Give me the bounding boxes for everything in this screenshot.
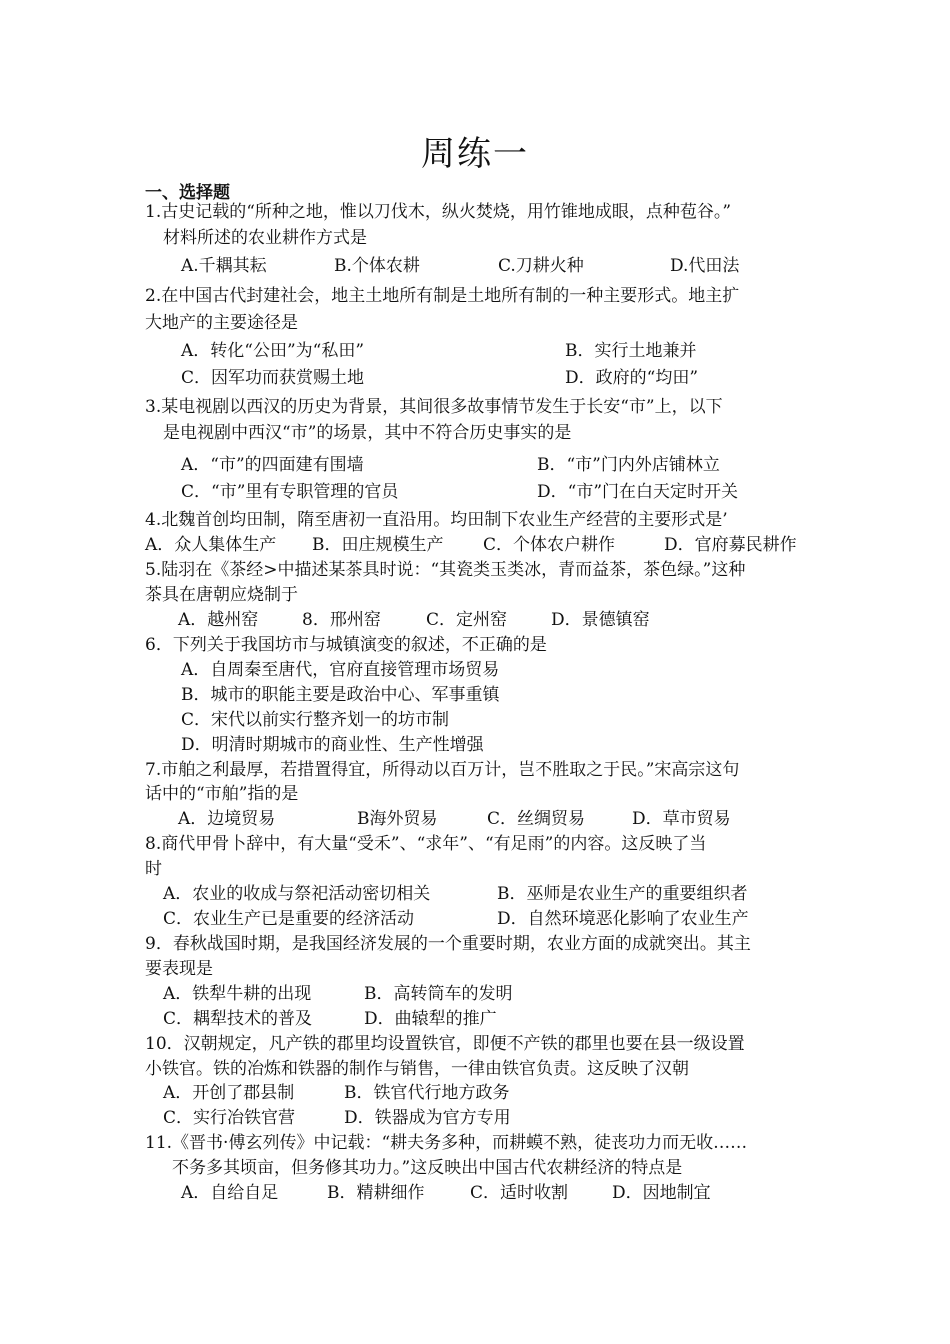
question-4-option-c: C．个体农户耕作: [483, 535, 616, 555]
question-9-option-b: B．高转筒车的发明: [364, 984, 513, 1004]
question-4-option-a: A．众人集体生产: [145, 535, 277, 555]
question-10-option-c: C．实行冶铁官营: [163, 1108, 296, 1128]
question-8-option-d: D．自然环境恶化影响了农业生产: [497, 909, 749, 929]
question-9-line-2: 要表现是: [145, 959, 213, 979]
question-2-line-2: 大地产的主要途径是: [145, 313, 298, 333]
question-11-line-2: 不务多其顷亩，但务修其功力。”这反映出中国古代农耕经济的特点是: [172, 1158, 683, 1178]
question-8-option-b: B．巫师是农业生产的重要组织者: [497, 884, 748, 904]
page-title: 周练一: [421, 134, 529, 174]
question-10-option-b: B．铁官代行地方政务: [344, 1083, 510, 1103]
question-3-option-a: A．“市”的四面建有围墙: [181, 455, 364, 475]
question-5-line-1: 5.陆羽在《茶经>中描述某茶具时说：“其瓷类玉类冰，青而益茶，茶色绿。”这种: [145, 560, 746, 580]
question-2-option-b: B．实行土地兼并: [565, 341, 697, 361]
question-6-option-c: C．宋代以前实行整齐划一的坊市制: [181, 710, 450, 730]
question-3-option-c: C．“市”里有专职管理的官员: [181, 482, 399, 502]
question-2-option-c: C．因军功而获赏赐土地: [181, 368, 365, 388]
question-1-option-d: D.代田法: [670, 256, 740, 276]
question-7-option-b: B海外贸易: [357, 809, 438, 829]
question-9-line-1: 9．春秋战国时期，是我国经济发展的一个重要时期，农业方面的成就突出。其主: [145, 934, 751, 954]
question-1-option-b: B.个体农耕: [334, 256, 420, 276]
question-3-line-1: 3.某电视剧以西汉的历史为背景，其间很多故事情节发生于长安“市”上，以下: [145, 397, 723, 417]
section-heading: 一、选择题: [145, 183, 230, 203]
question-7-option-d: D．草市贸易: [632, 809, 731, 829]
question-10-line-2: 小铁官。铁的冶炼和铁器的制作与销售，一律由铁官负责。这反映了汉朝: [145, 1059, 689, 1079]
question-4-option-d: D．官府募民耕作: [664, 535, 797, 555]
question-3-option-b: B．“市”门内外店铺林立: [537, 455, 720, 475]
question-1-line-1: 1.古史记载的“所种之地，惟以刀伐木，纵火焚烧，用竹锥地成眼，点种苞谷。”: [145, 202, 732, 222]
question-7-line-1: 7.市舶之利最厚，若措置得宜，所得动以百万计，岂不胜取之于民。”宋高宗这句: [145, 760, 740, 780]
question-3-option-d: D．“市”门在白天定时开关: [537, 482, 739, 502]
question-11-line-1: 11.《晋书·傅玄列传》中记载：“耕夫务多种，而耕蟆不熟，徒丧功力而无收……: [145, 1133, 748, 1153]
question-8-option-c: C．农业生产已是重要的经济活动: [163, 909, 415, 929]
question-6-option-d: D．明清时期城市的商业性、生产性增强: [181, 735, 484, 755]
question-1-option-a: A.千耦其耘: [181, 256, 267, 276]
question-7-option-a: A．边境贸易: [178, 809, 276, 829]
question-5-option-c: C．定州窑: [426, 610, 508, 630]
question-8-option-a: A．农业的收成与祭祀活动密切相关: [163, 884, 431, 904]
question-5-option-b: 8．邢州窑: [302, 610, 381, 630]
question-10-option-a: A．开创了郡县制: [163, 1083, 295, 1103]
question-8-line-2: 时: [145, 859, 162, 879]
question-11-option-b: B．精耕细作: [327, 1183, 425, 1203]
question-7-line-2: 话中的“市舶”指的是: [145, 784, 299, 804]
question-5-option-a: A．越州窑: [178, 610, 259, 630]
question-6-option-b: B．城市的职能主要是政治中心、军事重镇: [181, 685, 500, 705]
question-9-option-d: D．曲辕犁的推广: [364, 1009, 497, 1029]
question-4-option-b: B．田庄规模生产: [312, 535, 444, 555]
question-11-option-c: C．适时收割: [470, 1183, 569, 1203]
question-4-line-1: 4.北魏首创均田制，隋至唐初一直沿用。均田制下农业生产经营的主要形式是’: [145, 510, 728, 530]
question-1-line-2: 材料所述的农业耕作方式是: [163, 228, 367, 248]
question-5-option-d: D．景德镇窑: [551, 610, 650, 630]
question-11-option-a: A．自给自足: [181, 1183, 279, 1203]
question-10-option-d: D．铁器成为官方专用: [344, 1108, 511, 1128]
question-9-option-c: C．耦犁技术的普及: [163, 1009, 313, 1029]
question-5-line-2: 茶具在唐朝应烧制于: [145, 585, 298, 605]
question-11-option-d: D．因地制宜: [612, 1183, 711, 1203]
question-10-line-1: 10．汉朝规定，凡产铁的郡里均设置铁官，即便不产铁的郡里也要在县一级设置: [145, 1034, 745, 1054]
question-8-line-1: 8.商代甲骨卜辞中，有大量“受禾”、“求年”、“有足雨”的内容。这反映了当: [145, 834, 707, 854]
question-2-option-d: D．政府的“均田”: [565, 368, 699, 388]
question-1-option-c: C.刀耕火种: [498, 256, 584, 276]
question-2-line-1: 2.在中国古代封建社会，地主土地所有制是土地所有制的一种主要形式。地主扩: [145, 286, 740, 306]
question-6-option-a: A．自周秦至唐代，官府直接管理市场贸易: [181, 660, 500, 680]
question-6-line-1: 6．下列关于我国坊市与城镇演变的叙述，不正确的是: [145, 635, 547, 655]
question-7-option-c: C．丝绸贸易: [487, 809, 586, 829]
question-3-line-2: 是电视剧中西汉“市”的场景，其中不符合历史事实的是: [163, 423, 572, 443]
question-2-option-a: A．转化“公田”为“私田”: [181, 341, 365, 361]
question-9-option-a: A．铁犁牛耕的出现: [163, 984, 312, 1004]
